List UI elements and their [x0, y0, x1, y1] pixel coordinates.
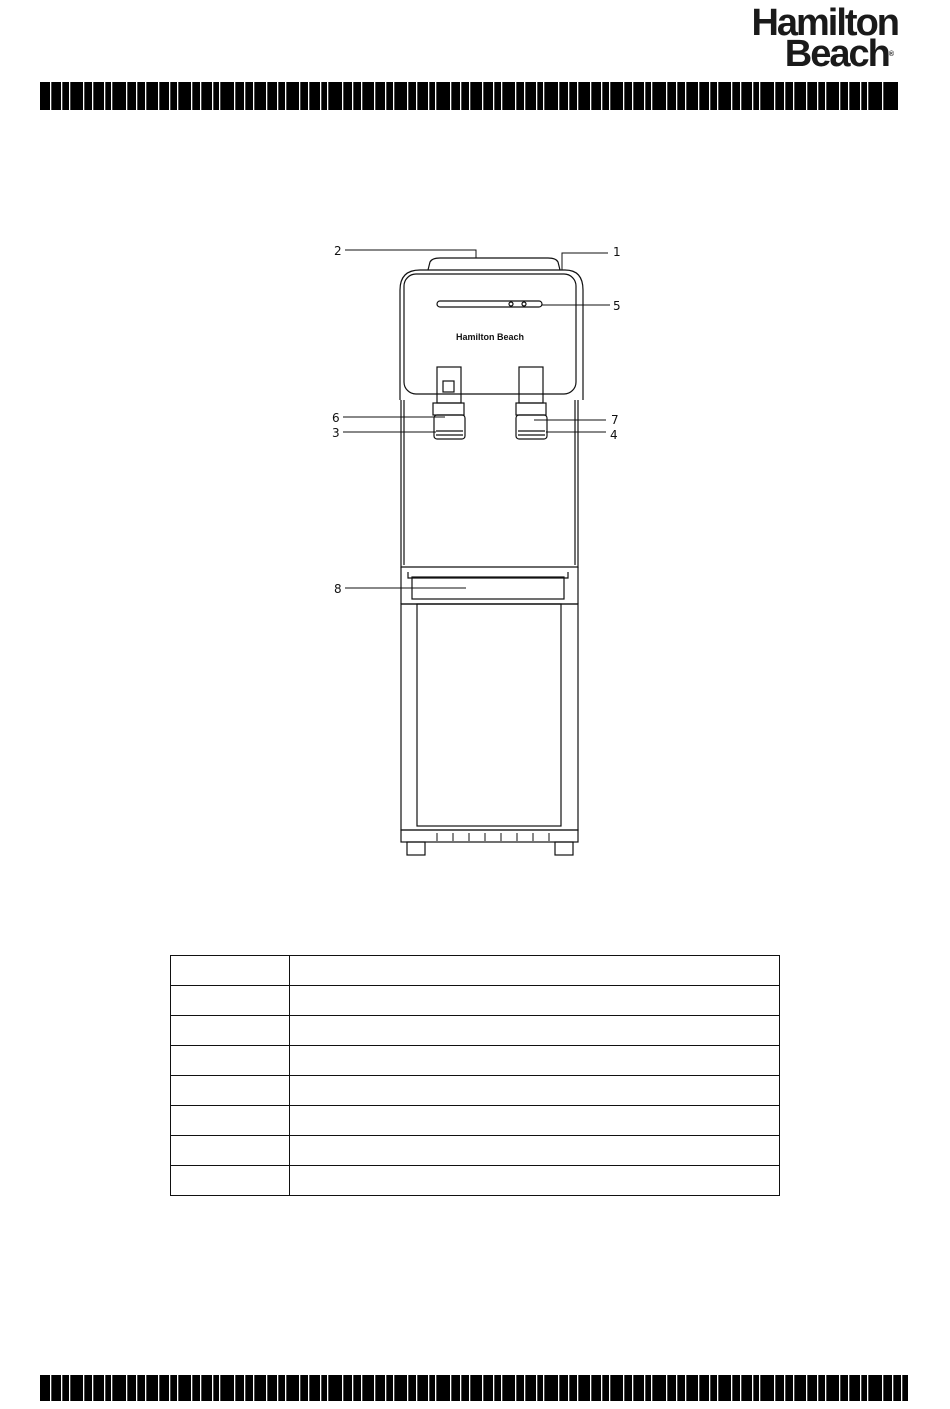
table-row	[171, 1136, 780, 1166]
part-number-cell	[171, 1136, 290, 1166]
table-row	[171, 1166, 780, 1196]
table-row	[171, 986, 780, 1016]
part-name-cell	[290, 1016, 780, 1046]
table-row	[171, 1076, 780, 1106]
callout-4: 4	[610, 428, 618, 442]
part-number-cell	[171, 956, 290, 986]
upper-body	[401, 400, 578, 567]
child-lock-icon	[443, 381, 454, 392]
parts-table	[170, 955, 780, 1196]
registered-mark: ®	[888, 51, 894, 58]
callout-2: 2	[334, 244, 342, 258]
brand-logo-line1: Hamilton	[751, 2, 898, 44]
table-row	[171, 1016, 780, 1046]
callout-2-leader	[345, 250, 476, 258]
part-name-cell	[290, 1046, 780, 1076]
cold-tap-head	[516, 403, 546, 415]
part-number-cell	[171, 1046, 290, 1076]
part-name-cell	[290, 986, 780, 1016]
part-name-cell	[290, 1076, 780, 1106]
table-row	[171, 956, 780, 986]
panel-logo: Hamilton Beach	[455, 332, 525, 342]
bottom-decorative-bar	[40, 1375, 908, 1401]
part-name-cell	[290, 1166, 780, 1196]
part-number-cell	[171, 1016, 290, 1046]
callout-3: 3	[332, 426, 340, 440]
part-number-cell	[171, 1106, 290, 1136]
indicator-light-cold	[522, 302, 526, 306]
part-number-cell	[171, 1166, 290, 1196]
part-number-cell	[171, 1076, 290, 1106]
callout-8: 8	[334, 582, 342, 596]
part-name-cell	[290, 956, 780, 986]
table-row	[171, 1046, 780, 1076]
part-name-cell	[290, 1106, 780, 1136]
callout-5: 5	[613, 299, 621, 313]
left-foot	[407, 842, 425, 855]
lower-cabinet	[401, 604, 578, 830]
callout-7: 7	[611, 413, 619, 427]
hot-tap-body	[437, 367, 461, 403]
top-cap	[428, 258, 560, 270]
indicator-light-hot	[509, 302, 513, 306]
cabinet-door	[417, 604, 561, 826]
right-foot	[555, 842, 573, 855]
part-number-cell	[171, 986, 290, 1016]
base	[401, 830, 578, 842]
part-name-cell	[290, 1136, 780, 1166]
hot-tap-head	[433, 403, 464, 415]
table-row	[171, 1106, 780, 1136]
brand-logo-line2: Beach	[784, 33, 889, 75]
callout-1-leader	[562, 253, 608, 270]
callout-6: 6	[332, 411, 340, 425]
cold-tap-body	[519, 367, 543, 403]
callout-1: 1	[613, 245, 621, 259]
